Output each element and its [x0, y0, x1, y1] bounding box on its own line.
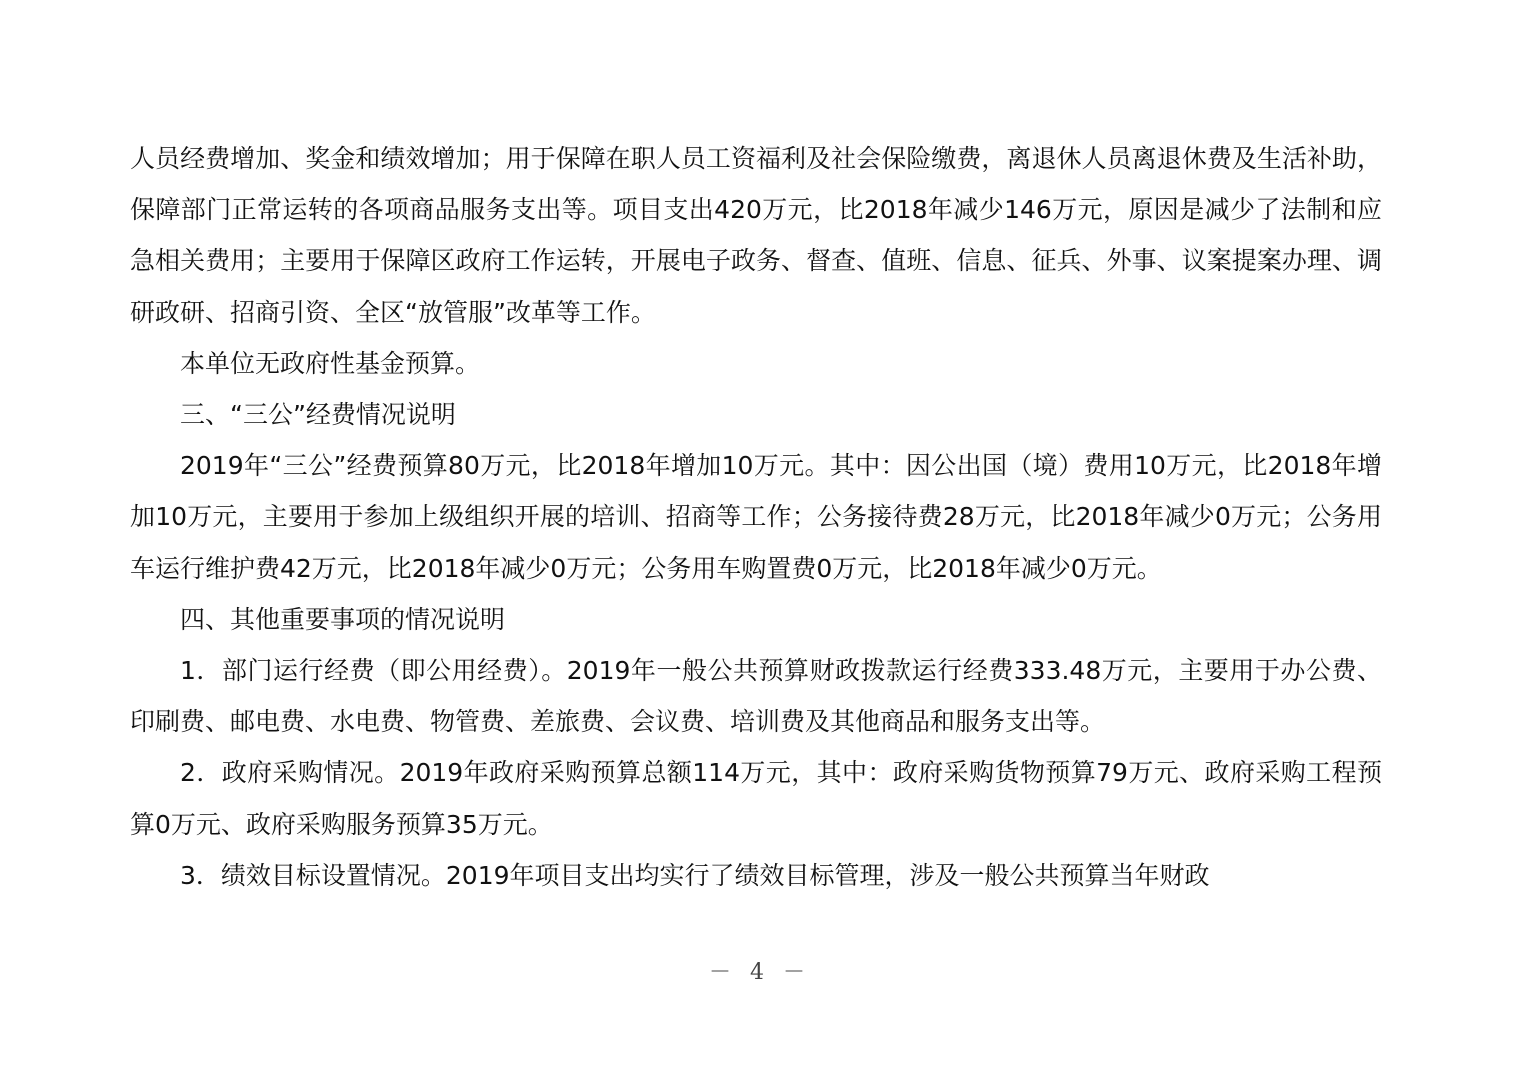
paragraph-three-public-details: 2019年“三公”经费预算80万元，比2018年增加10万元。其中：因公出国（境）费用10万元，比2018年增加10万元，主要用于参加上级组织开展的培训、招商等工作；公务接待费28万元，比2018年减少0万元；公务用车运行维护费42万元，比2018年减少0万元；公务用车购置费0万元，比2018年减少0万元。	[130, 451, 1382, 583]
section-heading-other-matters: 四、其他重要事项的情况说明	[180, 604, 506, 634]
paragraph-operating-expenses: 1．部门运行经费（即公用经费）。2019年一般公共预算财政拨款运行经费333.48万元，主要用于办公费、印刷费、邮电费、水电费、物管费、差旅费、会议费、培训费及其他商品和服务支出等。	[130, 656, 1382, 737]
body-text	[130, 133, 1382, 901]
paragraph-continuation: 人员经费增加、奖金和绩效增加；用于保障在职人员工资福利及社会保险缴费，离退休人员离退休费及生活补助，保障部门正常运转的各项商品服务支出等。项目支出420万元，比2018年减少146万元，原因是减少了法制和应急相关费用；主要用于保障区政府工作运转，开展电子政务、督查、值班、信息、征兵、外事、议案提案办理、调研政研、招商引资、全区“放管服”改革等工作。	[130, 144, 1382, 327]
page-number: － 4 －	[709, 960, 811, 985]
section-heading-three-public: 三、“三公”经费情况说明	[180, 400, 456, 430]
paragraph-no-fund-budget: 本单位无政府性基金预算。	[180, 348, 481, 378]
paragraph-performance-goals: 3．绩效目标设置情况。2019年项目支出均实行了绩效目标管理，涉及一般公共预算当年财政	[180, 860, 1210, 890]
paragraph-procurement: 2．政府采购情况。2019年政府采购预算总额114万元，其中：政府采购货物预算79万元、政府采购工程预算0万元、政府采购服务预算35万元。	[130, 758, 1382, 839]
